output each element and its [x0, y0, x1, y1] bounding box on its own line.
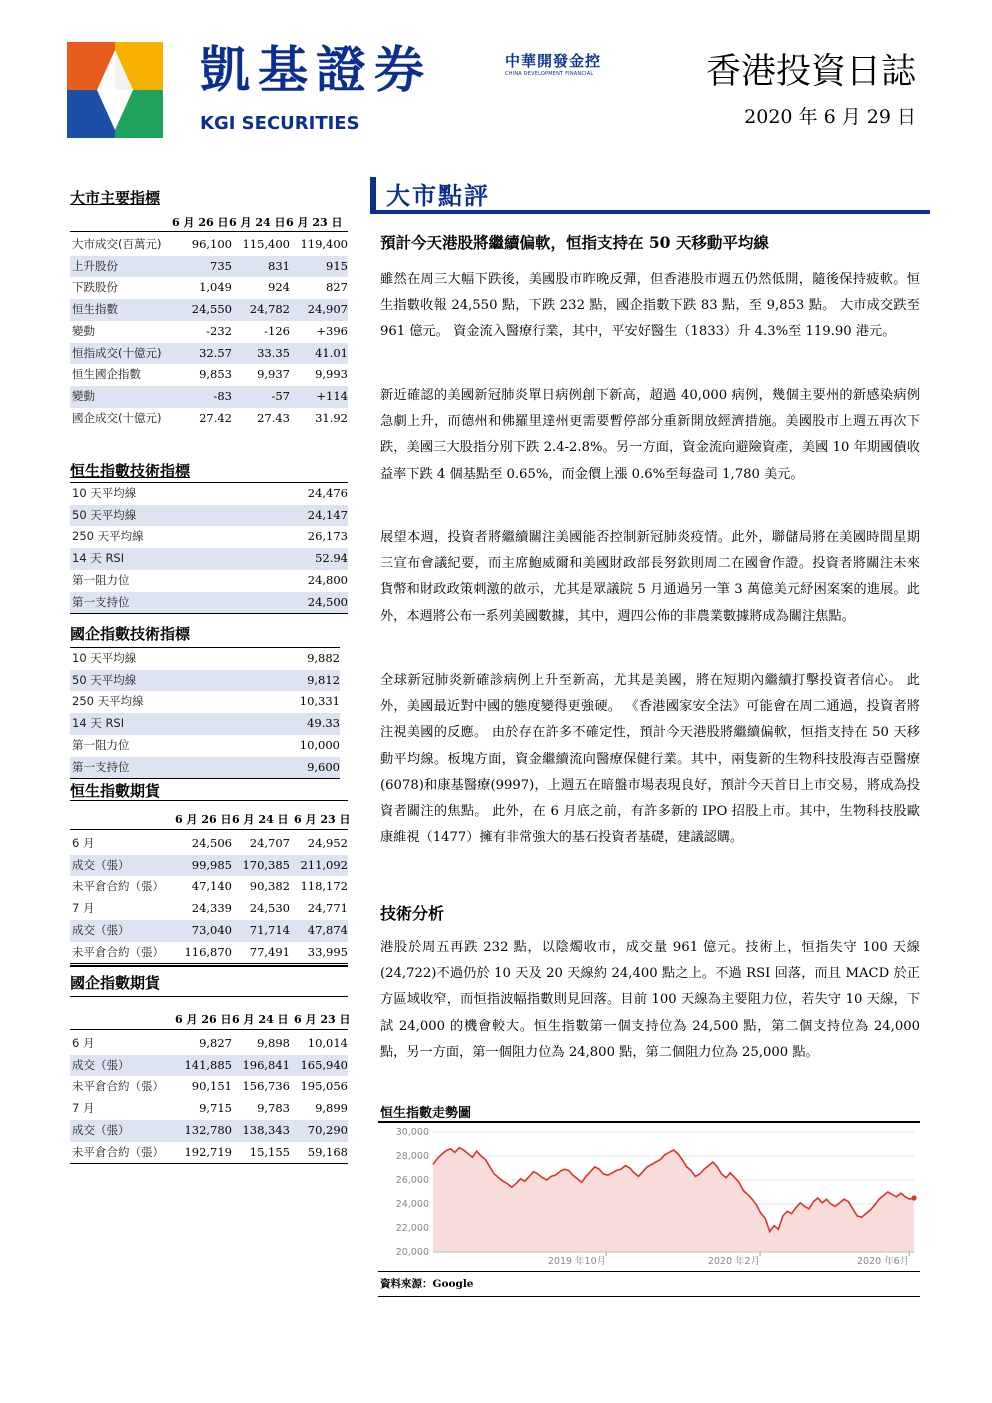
cell-value: 52.94 [260, 548, 348, 570]
row-label: 14 天 RSI [70, 713, 260, 735]
cell-value: 165,940 [290, 1055, 348, 1077]
table-row [70, 570, 348, 592]
cell-value: 9,827 [199, 1036, 232, 1050]
column-header: 6 月 23 日 [294, 1013, 351, 1026]
cell-value: 90,382 [249, 879, 290, 894]
row-label: 未平倉合約（張） [70, 942, 174, 964]
chart-y-tick-label: 20,000 [395, 1247, 429, 1258]
cell-value: 9,853 [199, 367, 232, 382]
cell-value: 195,056 [300, 1079, 348, 1094]
row-label: 第一支持位 [70, 757, 260, 779]
row-label: 10 天平均線 [70, 483, 260, 505]
parent-company-cn: 中華開發金控 [505, 52, 602, 70]
row-label: 恒生國企指數 [72, 367, 141, 382]
table-row [70, 920, 348, 942]
cell-value: 118,172 [300, 879, 348, 894]
cell-value: 27.42 [199, 410, 232, 425]
cell-value: 24,147 [260, 505, 348, 527]
technical-analysis-paragraph: 港股於周五再跌 232 點，以陰燭收市，成交量 961 億元。技術上，恒指失守 100 天線(24,722)不過仍於 10 天及 20 天線約 24,400 點之上。不過 RSI 回落，而且 MACD 於正方區域收窄，而恒指波幅指數則見回落。目前 100 天線為主要阻力位，若失守 10 天線，下試 24,000 的機會較大。恒生指數第一個支持位為 24,500 點，第二個支持位為 24,000 點，另一方面，第一個阻力位為 24,800 點，第二個阻力位為 25,000 點。 [380, 940, 920, 1060]
commentary-headline: 預計今天港股將繼續偏軟，恒指支持在 50 天移動平均線 [380, 233, 769, 252]
cell-value: 9,882 [260, 648, 340, 670]
cell-value: 10,014 [307, 1036, 348, 1050]
cell-value: 9,715 [199, 1101, 232, 1116]
cell-value: 827 [326, 280, 348, 295]
chart-y-tick-label: 22,000 [395, 1223, 429, 1234]
table-row [70, 1142, 348, 1164]
parent-company-en: CHINA DEVELOPMENT FINANCIAL [505, 71, 594, 77]
row-label: 50 天平均線 [70, 505, 260, 527]
cell-value: -57 [232, 386, 290, 408]
cell-value: 31.92 [315, 410, 348, 425]
cell-value: 24,707 [249, 836, 290, 850]
cell-value: 24,500 [260, 592, 348, 614]
table-row [70, 526, 348, 548]
cell-value: -126 [264, 323, 290, 338]
cell-value: 49.33 [260, 713, 340, 735]
cell-value: 99,985 [174, 855, 232, 877]
section-divider [370, 210, 930, 214]
table-row [70, 277, 348, 299]
column-header: 6 月 23 日 [294, 813, 351, 826]
cell-value: 24,550 [174, 299, 232, 321]
table-row [70, 898, 348, 920]
cell-value: 9,898 [257, 1036, 290, 1050]
divider [70, 231, 348, 232]
table-row [70, 876, 348, 898]
cell-value: 915 [290, 256, 348, 278]
page-divider [378, 1296, 920, 1297]
cell-value: 10,000 [299, 737, 340, 752]
cell-value: 141,885 [174, 1055, 232, 1077]
chart-y-tick-label: 24,000 [395, 1199, 429, 1210]
row-label: 恒指成交(十億元) [70, 343, 174, 365]
row-label: 7 月 [72, 901, 95, 916]
table-row [70, 735, 340, 757]
table-row [70, 592, 348, 614]
cell-value: 73,040 [174, 920, 232, 942]
cell-value: 24,771 [307, 901, 348, 916]
table-row [70, 833, 348, 855]
column-header: 6 月 26 日 [175, 813, 232, 826]
cell-value: 32.57 [174, 343, 232, 365]
report-title: 香港投資日誌 [705, 52, 916, 92]
chart-divider [378, 1271, 920, 1272]
section-accent-bar [370, 177, 376, 212]
cell-value: 77,491 [232, 942, 290, 964]
commentary-section-title: 大市點評 [386, 182, 490, 210]
cell-value: 70,290 [290, 1120, 348, 1142]
row-label: 大市成交(百萬元) [72, 237, 162, 251]
table-row [70, 386, 348, 408]
parent-company-logo [505, 50, 601, 77]
column-header: 6 月 26 日 [172, 216, 229, 229]
chart-y-tick-label: 30,000 [395, 1127, 429, 1138]
kgi-logo-icon [67, 42, 163, 138]
cell-value: 41.01 [290, 343, 348, 365]
cell-value: 10,331 [299, 694, 340, 709]
cell-value: 132,780 [174, 1120, 232, 1142]
cell-value: 119,400 [300, 237, 348, 251]
divider [70, 1029, 348, 1030]
cell-value: 24,476 [260, 483, 348, 505]
chart-x-tick-label: 2019 年10月 [547, 1256, 607, 1267]
table-row [70, 942, 348, 964]
table-row [70, 1033, 348, 1055]
commentary-paragraph: 新近確認的美國新冠肺炎單日病例創下新高，超過 40,000 病例，幾個主要州的新感染病例急劇上升，而德州和佛羅里達州更需要暫停部分重新開放經濟措施。美國股市上週五再次下跌，美國三大股指分別下跌 2.4-2.8%。另一方面，資金流向避險資產，美國 10 年期國債收益率下跌 4 個基點至 0.65%，而金價上漲 0.6%至每盎司 1,780 美元。 [380, 388, 920, 482]
row-label: 上升股份 [70, 256, 174, 278]
cell-value: 24,952 [307, 836, 348, 850]
row-label: 6 月 [72, 1036, 95, 1050]
cell-value: 24,530 [249, 901, 290, 916]
table-row [70, 256, 348, 278]
cell-value: +114 [290, 386, 348, 408]
row-label: 國企成交(十億元) [72, 410, 162, 425]
hsi-trend-chart [378, 1124, 920, 1271]
technical-analysis-heading: 技術分析 [380, 904, 445, 923]
row-label: 未平倉合約（張） [72, 879, 164, 894]
commentary-paragraph: 全球新冠肺炎新確診病例上升至新高，尤其是美國，將在短期內繼續打擊投資者信心。 此外，美國最近對中國的態度變得更強硬。 《香港國家安全法》可能會在周二通過，投資者將注視美國的反應。 由於存在許多不確定性，預計今天港股將繼續偏軟，恒指支持在 50 天移動平均線。板塊方面，資金繼續流向醫療保健行業。其中，兩隻新的生物科技股海吉亞醫療(6078)和康基醫療(9997)，上週五在暗盤市場表現良好，預計今天首日上市交易，將成為投資者關注的焦點。 此外，在 6 月底之前，有許多新的 IPO 招股上市。其中，生物科技股歐康維視（1477）擁有非常強大的基石投資者基礎，建議認購。 [380, 673, 920, 846]
report-date: 2020 年 6 月 29 日 [744, 106, 916, 128]
cell-value: 211,092 [290, 855, 348, 877]
cell-value: 9,812 [260, 670, 340, 692]
table-row [70, 548, 348, 570]
cell-value: 9,600 [260, 757, 340, 779]
table-row [70, 505, 348, 527]
table-row [70, 321, 348, 343]
cell-value: 47,874 [290, 920, 348, 942]
cell-value: 59,168 [290, 1142, 348, 1164]
row-label: 第一阻力位 [72, 737, 130, 752]
table-row [70, 234, 348, 256]
hsi-technical-table [70, 482, 348, 614]
row-label: 第一支持位 [70, 592, 260, 614]
cell-value: 9,899 [315, 1101, 348, 1116]
cell-value: 24,506 [191, 836, 232, 850]
row-label: 成交（張） [70, 1120, 174, 1142]
chart-y-tick-label: 26,000 [395, 1175, 429, 1186]
table-row [70, 299, 348, 321]
row-label: 6 月 [72, 836, 95, 850]
table-row [70, 364, 348, 386]
cell-value: 9,993 [315, 367, 348, 382]
column-header: 6 月 24 日 [232, 1013, 289, 1026]
cell-value: 9,783 [257, 1101, 290, 1116]
row-label: 10 天平均線 [70, 648, 260, 670]
cell-value: 47,140 [191, 879, 232, 894]
cell-value: 924 [268, 280, 290, 295]
table-row [70, 757, 340, 779]
table-row [70, 713, 340, 735]
brand-name-cn: 凱基證券 [200, 41, 432, 99]
market-indicators-table [70, 234, 348, 429]
cell-value: 116,870 [174, 942, 232, 964]
commentary-paragraph: 展望本週，投資者將繼續關注美國能否控制新冠肺炎疫情。此外，聯儲局將在美國時間星期三宣布會議紀要，而主席鮑威爾和美國財政部長努欽則周二在國會作證。投資者將關注未來貨幣和財政政策刺激的啟示，尤其是眾議院 5 月通過另一筆 3 萬億美元紓困案案的進展。此外，本週將公布一系列美國數據，其中，週四公佈的非農業數據將成為關注焦點。 [380, 530, 920, 624]
hsi-futures-table [70, 833, 348, 964]
row-label: 成交（張） [70, 1055, 174, 1077]
hsi-futures-title: 恒生指數期貨 [70, 782, 161, 800]
row-label: 7 月 [72, 1101, 95, 1116]
row-label: 變動 [72, 323, 95, 338]
table-row [70, 855, 348, 877]
chart-x-tick-label: 2020 年2月 [707, 1256, 761, 1267]
cell-value: 831 [232, 256, 290, 278]
hsi-technical-title: 恒生指數技術指標 [70, 462, 191, 480]
cell-value: 71,714 [232, 920, 290, 942]
row-label: 50 天平均線 [70, 670, 260, 692]
column-header: 6 月 26 日 [175, 1013, 232, 1026]
cell-value: 192,719 [174, 1142, 232, 1164]
table-row [70, 670, 340, 692]
row-label: 14 天 RSI [70, 548, 260, 570]
row-label: 恒生指數 [70, 299, 174, 321]
cell-value: 156,736 [242, 1079, 290, 1094]
cell-value: 90,151 [191, 1079, 232, 1094]
chart-divider [378, 1121, 920, 1123]
cell-value: 9,937 [257, 367, 290, 382]
market-indicators-title: 大市主要指標 [70, 189, 161, 207]
row-label: 250 天平均線 [72, 529, 144, 544]
cell-value: 24,339 [191, 901, 232, 916]
cell-value: 24,800 [307, 572, 348, 587]
chart-last-point [911, 1195, 916, 1200]
column-header: 6 月 24 日 [229, 216, 286, 229]
cell-value: 27.43 [257, 410, 290, 425]
cell-value: 735 [174, 256, 232, 278]
cell-value: 115,400 [242, 237, 290, 251]
cell-value: 170,385 [232, 855, 290, 877]
cell-value: +396 [316, 323, 348, 338]
row-label: 250 天平均線 [72, 694, 144, 709]
hscei-futures-title: 國企指數期貨 [70, 974, 161, 992]
divider [70, 965, 348, 967]
table-row [70, 1120, 348, 1142]
row-label: 未平倉合約（張） [72, 1079, 164, 1094]
cell-value: 24,782 [232, 299, 290, 321]
cell-value: 26,173 [307, 529, 348, 544]
table-row [70, 343, 348, 365]
chart-title: 恒生指數走勢圖 [380, 1106, 472, 1121]
divider [70, 800, 348, 801]
cell-value: 1,049 [199, 280, 232, 295]
cell-value: 33,995 [290, 942, 348, 964]
table-row [70, 691, 340, 713]
table-row [70, 648, 340, 670]
cell-value: 196,841 [232, 1055, 290, 1077]
cell-value: -83 [174, 386, 232, 408]
cell-value: 15,155 [232, 1142, 290, 1164]
cell-value: 24,907 [290, 299, 348, 321]
divider [70, 829, 348, 830]
chart-source: 資料來源：Google [380, 1278, 474, 1290]
row-label: 下跌股份 [72, 280, 118, 295]
chart-x-tick-label: 2020 年6月 [856, 1256, 910, 1267]
table-row [70, 1098, 348, 1120]
hscei-futures-table [70, 1033, 348, 1164]
cell-value: 138,343 [232, 1120, 290, 1142]
table-row [70, 1076, 348, 1098]
row-label: 未平倉合約（張） [70, 1142, 174, 1164]
column-header: 6 月 23 日 [286, 216, 343, 229]
column-header: 6 月 24 日 [232, 813, 289, 826]
hscei-technical-title: 國企指數技術指標 [70, 625, 191, 643]
row-label: 變動 [70, 386, 174, 408]
table-row [70, 408, 348, 430]
row-label: 成交（張） [70, 855, 174, 877]
commentary-paragraph: 雖然在周三大幅下跌後，美國股市昨晚反彈，但香港股市週五仍然低開，隨後保持疲軟。恒生指數收報 24,550 點，下跌 232 點，國企指數下跌 83 點，至 9,853 點。 大市成交跌至 961 億元。 資金流入醫療行業，其中，平安好醫生（1833）升 4.3%至 119.90 港元。 [380, 272, 920, 340]
cell-value: -232 [206, 323, 232, 338]
row-label: 第一阻力位 [72, 572, 130, 587]
cell-value: 33.35 [232, 343, 290, 365]
divider [70, 996, 348, 997]
row-label: 成交（張） [70, 920, 174, 942]
chart-y-tick-label: 28,000 [395, 1151, 429, 1162]
hscei-technical-table [70, 647, 340, 779]
table-row [70, 483, 348, 505]
brand-name-en: KGI SECURITIES [200, 113, 360, 134]
table-row [70, 1055, 348, 1077]
cell-value: 96,100 [191, 237, 232, 251]
chart-area-fill [433, 1148, 914, 1252]
